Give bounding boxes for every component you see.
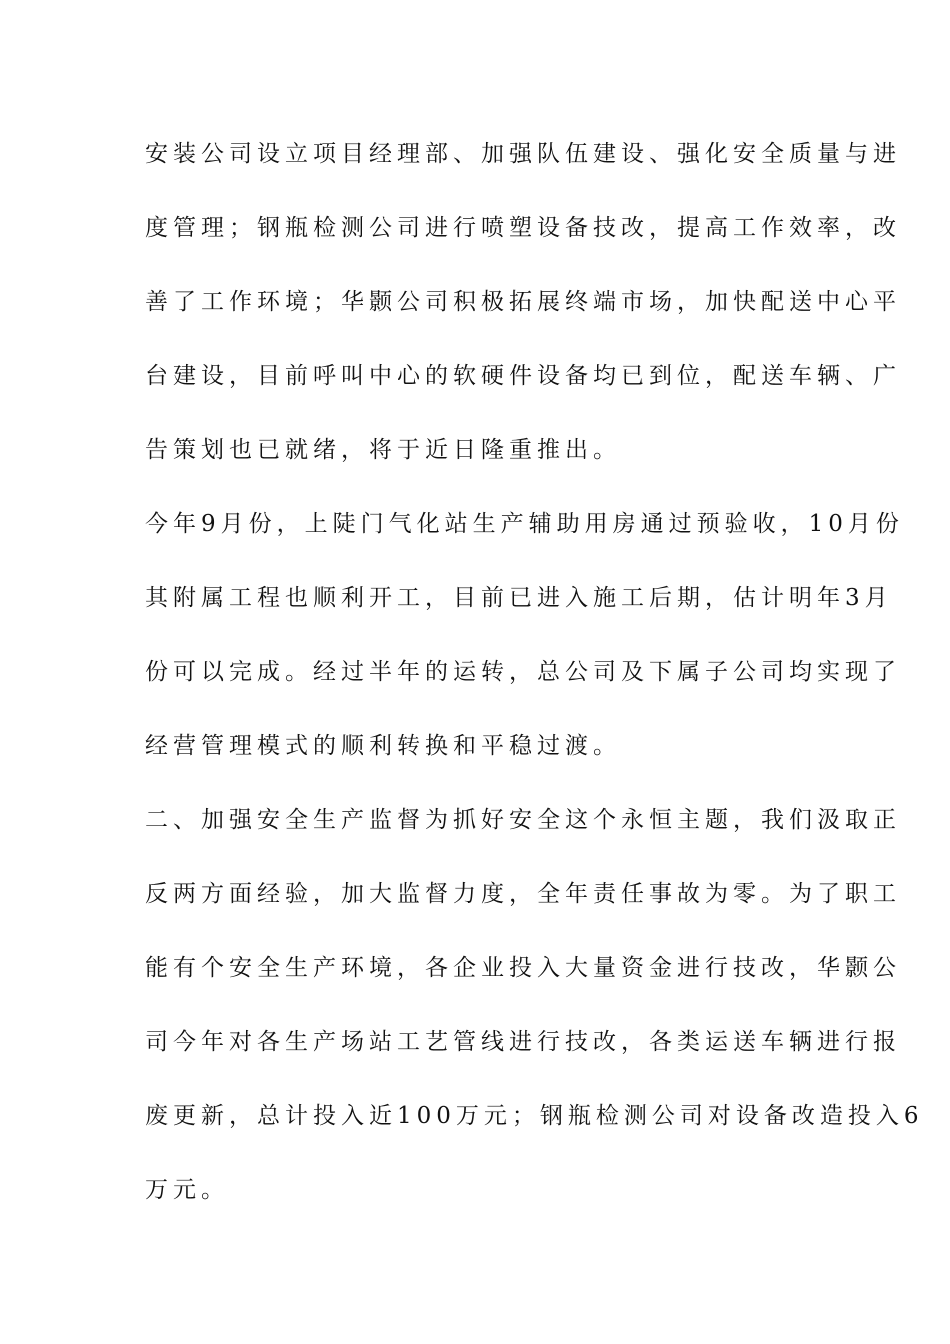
text-line: 其附属工程也顺利开工，目前已进入施工后期，估计明年3月: [145, 585, 893, 611]
text-line: 度管理；钢瓶检测公司进行喷塑设备技改，提高工作效率，改: [145, 215, 901, 241]
text-line: 善了工作环境；华颢公司积极拓展终端市场，加快配送中心平: [145, 289, 901, 315]
text-line: 能有个安全生产环境，各企业投入大量资金进行技改，华颢公: [145, 955, 901, 981]
text-line: 告策划也已就绪，将于近日隆重推出。: [145, 437, 621, 463]
paragraph-gasification-station: [145, 510, 904, 806]
text-line: 反两方面经验，加大监督力度，全年责任事故为零。为了职工: [145, 881, 901, 907]
text-line: 万元。: [145, 1177, 229, 1203]
text-line: 经营管理模式的顺利转换和平稳过渡。: [145, 733, 621, 759]
text-line: 废更新，总计投入近100万元；钢瓶检测公司对设备改造投入6: [145, 1103, 924, 1129]
text-line: 份可以完成。经过半年的运转，总公司及下属子公司均实现了: [145, 659, 901, 685]
paragraph-project-management: [145, 140, 901, 510]
paragraph-safety-supervision: [145, 806, 924, 1250]
text-line: 安装公司设立项目经理部、加强队伍建设、强化安全质量与进: [145, 141, 901, 167]
text-line: 台建设，目前呼叫中心的软硬件设备均已到位，配送车辆、广: [145, 363, 901, 389]
text-line: 二、加强安全生产监督为抓好安全这个永恒主题，我们汲取正: [145, 807, 901, 833]
text-line: 司今年对各生产场站工艺管线进行技改，各类运送车辆进行报: [145, 1029, 901, 1055]
text-line: 今年9月份，上陡门气化站生产辅助用房通过预验收，10月份: [145, 511, 904, 537]
